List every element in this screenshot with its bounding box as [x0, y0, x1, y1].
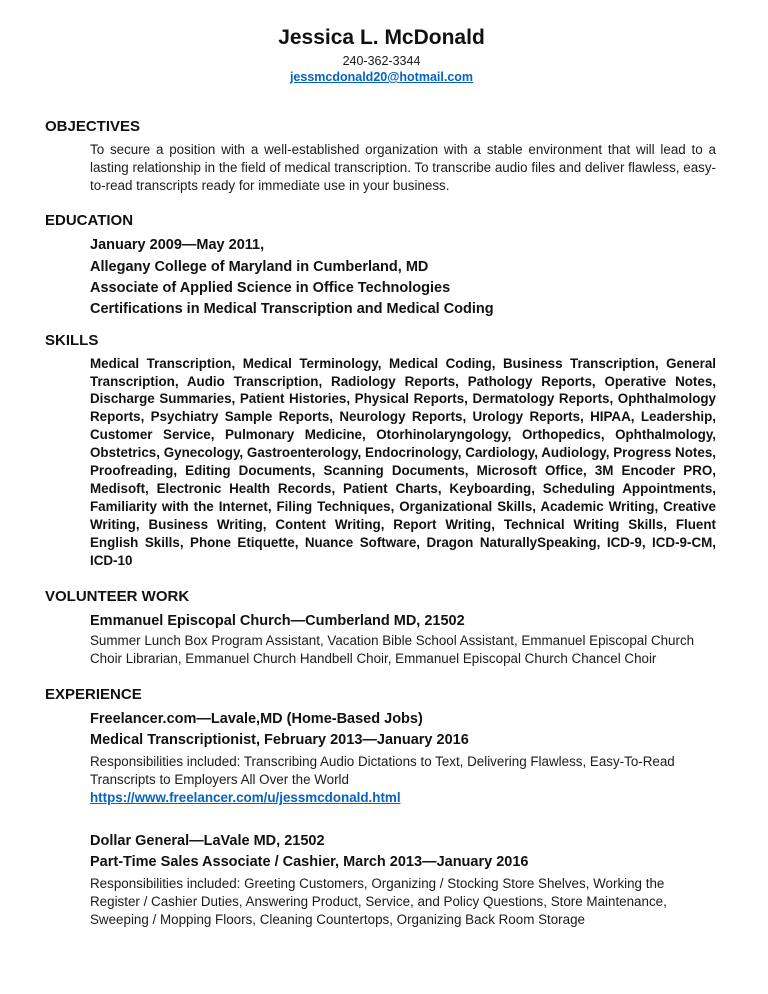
volunteer-text: Summer Lunch Box Program Assistant, Vacation Bible School Assistant, Emmanuel Episcopal Church Choir Librarian, Emmanuel Church Handbell Choir, Emmanuel Episcopal Church Chancel Choir: [90, 633, 695, 666]
skills-heading: SKILLS: [45, 331, 99, 349]
email-line: [45, 70, 718, 84]
job-link-line: [90, 790, 716, 805]
education-school: Allegany College of Maryland in Cumberland, MD: [90, 258, 429, 275]
job-company: Freelancer.com—Lavale,MD (Home-Based Jobs): [90, 710, 423, 727]
education-degree: Associate of Applied Science in Office Technologies: [90, 279, 451, 296]
objectives-heading: OBJECTIVES: [45, 118, 141, 135]
job-dollar-general: [90, 831, 716, 929]
skills-section: [45, 332, 718, 570]
education-certifications: Certifications in Medical Transcription and Medical Coding: [90, 300, 494, 317]
experience-heading: EXPERIENCE: [45, 685, 142, 703]
education-dates: January 2009—May 2011,: [90, 237, 265, 254]
job-responsibilities: Responsibilities included: Greeting Customers, Organizing / Stocking Store Shelves, Working the Register / Cashier Duties, Answering Product, Service, and Policy Questions, Store Maintenance, Sweeping / Mopping Floors, Cleaning Countertops, Organizing Back Room Storage: [90, 876, 667, 928]
email-link[interactable]: jessmcdonald20@hotmail.com: [289, 70, 474, 84]
experience-section: [45, 686, 718, 929]
phone-number: 240-362-3344: [342, 54, 421, 68]
freelancer-profile-link[interactable]: https://www.freelancer.com/u/jessmcdonald.html: [90, 790, 401, 806]
person-name: Jessica L. McDonald: [278, 26, 485, 49]
objectives-section: [45, 118, 718, 194]
job-company: Dollar General—LaVale MD, 21502: [90, 833, 325, 850]
resume-header: [45, 26, 718, 84]
skills-text: Medical Transcription, Medical Terminology, Medical Coding, Business Transcription, General Transcription, Audio Transcription, Radiology Reports, Pathology Reports, Operative Notes, Discharge Summaries, Patient Histories, Physical Reports, Dermatology Reports, Ophthalmology Reports, Psychiatry Sample Reports, Neurology Reports, Urology Reports, HIPAA, Leadership, Customer Service, Pulmonary Medicine, Otorhinolaryngology, Orthopedics, Ophthalmology, Obstetrics, Gynecology, Gastroenterology, Endocrinology, Cardiology, Audiology, Progress Notes, Proofreading, Editing Documents, Scanning Documents, Microsoft Office, 3M Encoder PRO, Medisoft, Electronic Health Records, Patient Charts, Keyboarding, Scheduling Appointments, Familiarity with the Internet, Filing Techniques, Organizational Skills, Academic Writing, Creative Writing, Business Writing, Content Writing, Report Writing, Technical Writing Skills, Fluent English Skills, Phone Etiquette, Nuance Software, Dragon NaturallySpeaking, ICD-9, ICD-9-CM, ICD-10: [90, 355, 716, 569]
education-section: [45, 212, 718, 319]
job-responsibilities: Responsibilities included: Transcribing Audio Dictations to Text, Delivering Flawless, Easy-To-Read Transcripts to Employers All Over the World: [90, 753, 675, 787]
job-title: Medical Transcriptionist, February 2013—January 2016: [90, 731, 469, 748]
objectives-text: To secure a position with a well-established organization with a stable environment that will lead to a lasting relationship in the field of medical transcription. To transcribe audio files and deliver flawless, easy-to-read transcripts ready for immediate use in your business.: [90, 142, 716, 193]
volunteer-heading: VOLUNTEER WORK: [45, 587, 190, 605]
education-heading: EDUCATION: [45, 212, 134, 230]
volunteer-organization: Emmanuel Episcopal Church—Cumberland MD, 21502: [90, 612, 465, 629]
job-freelancer: [90, 709, 716, 806]
volunteer-section: [45, 588, 718, 668]
job-title: Part-Time Sales Associate / Cashier, March 2013—January 2016: [90, 854, 529, 871]
